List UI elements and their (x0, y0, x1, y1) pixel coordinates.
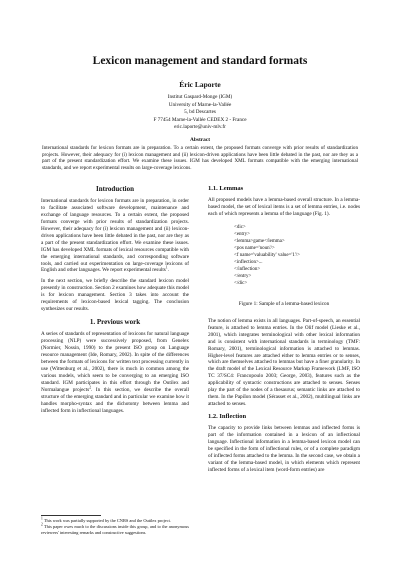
affiliation-line: 5, bd Descartes (184, 109, 216, 116)
section-heading-lemmas: 1.1. Lemmas (208, 185, 244, 192)
footnote-number: 1 (41, 516, 43, 521)
section-heading-inflection: 1.2. Inflection (208, 413, 247, 421)
footnote-number: 2 (41, 522, 43, 527)
code-line: <dic> (234, 224, 246, 230)
affiliation-block (0, 94, 400, 132)
intro-paragraph-1-end: . (167, 267, 169, 274)
intro-paragraph-1-text: International standards for lexicon formats are in preparation, in order to facilitate associated software development, maintenance and exchange of language resources. To a certain extent, the proposed formats converge with prior results of standardization projects. However, their adequacy for (i) lexicon management and (ii) lexicon-driven applications have been little debated in the past, nor are they as a part of the present standardization effort. We examine these issues. IGM has developed XML formats of lexical resources compatible with the emerging international standards, and corresponding software tools, and carried out experimentation on large-coverage lexicons of English and other languages. We report experimental results (41, 197, 189, 274)
intro-paragraph-1 (41, 198, 189, 274)
intro-paragraph-2: In the next section, we briefly describe the standard lexicon model presently in construction. Section 2 examines how adequate this model is for lexicon management. Section 3 takes into account the requirements of lexicon-based lexical tagging. The conclusion synthesizes our results. (41, 278, 189, 313)
code-line: <pos name='noun'/> (234, 245, 275, 251)
affiliation-line: F 77454 Marne-la-Vallée CEDEX 2 - France (153, 116, 247, 123)
code-line: <lemma>game</lemma> (234, 238, 285, 244)
abstract-text: International standards for lexicon formats are in preparation. To a certain extent, the proposed formats converge with prior results of standardization projects. However, their adequacy for (i) lexicon management and (ii) lexicon-driven applications have been little debated in the past, nor are they as a part of the present standardization effort. We examine these issues. IGM has developed XML formats compatible with the emerging international standards, and we report experimental results on large-coverage lexicons. (42, 145, 358, 172)
previous-work-text-end: . In this section, we describe the overall structure of the emerging standard and in particular we examine how it handles morpho-syntax and the dichotomy between lemma and inflected form in inflectional languages. (41, 386, 189, 414)
previous-work-paragraph (41, 331, 189, 414)
author-email: eric.laporte@univ-mlv.fr (174, 124, 226, 131)
section-heading-introduction: Introduction (96, 185, 134, 193)
code-line: </dic> (234, 280, 248, 286)
author-name: Éric Laporte (179, 80, 221, 89)
code-line: <inflection>... (234, 259, 263, 265)
footnote-text: This work was partially supported by the CNRS and the Outilex project. (43, 518, 171, 523)
section-heading-previous-work: 1. Previous work (89, 318, 141, 327)
code-line: </inflection> (234, 266, 261, 272)
right-column (208, 186, 360, 478)
footnotes (41, 518, 189, 535)
paper-title: Lexicon management and standard formats (92, 55, 308, 67)
code-line: </entry> (234, 273, 252, 279)
lemmas-paragraph-1: All proposed models have a lemma-based overall structure. In a lemma-based model, the set of lexical items is a set of lemma entries, i.e. nodes each of which represents a lemma of the language (Fig. 1). (208, 196, 360, 217)
figure-caption: Figure 1: Sample of a lemma-based lexicon (238, 300, 330, 307)
code-line: <f name='valuability' value='1'/> (234, 252, 300, 258)
footnote-marker: 1 (165, 265, 168, 270)
footnote-divider (41, 515, 101, 516)
code-line: <entry> (234, 231, 250, 237)
inflection-paragraph: The capacity to provide links between lemmas and inflected forms is part of the information contained in a lexicon of an inflectional language. Inflectional information in a lemma-based lexicon model can be specified in the form of inflectional rules, or of a complete paradigm of inflected forms attached to the lemma. In the second case, we obtain a variant of the lemma-based model, in which elements which represent inflected forms of a lexical item (word-form entries) are (208, 425, 360, 473)
previous-work-text: A series of standards of representation of lexicons for natural language processing (NLP) were successively proposed, from Genelex (Normier, Nossin, 1990) to the present ISO group on Language resource management (Ide, Romary, 2002). In spite of the differences between the formats of lexicons for written text processing currently in use (Wittenburg et al., 2002), there is much in common among the various models, which seem to be converging to an emerging ISO standard. IGM participates in this effort through the Outilex and Normalangue projects (41, 331, 189, 393)
footnote (41, 524, 189, 536)
xml-code-sample (234, 224, 360, 287)
lemmas-paragraph-2: The notion of lemma exists in all languages. Part-of-speech, an essential feature, is attached to lemma entries. In the Olif model (Lieske et al., 2001), which integrates terminological with other lexical information and is consistent with international standards in terminology (TMF: Romary, 2001), terminological information is attached to lemmas. Higher-level features are attached either to lemma entries or to senses, which are themselves attached to lemmas but have a finer granularity. In the draft model of the Lexical Resource Markup Framework (LMF, ISO TC 37/SC4: Francopoulo 2003; George, 2003), features such as the applicability of syntactic constructions are attached to senses. Senses play the part of the nodes of a thesaurus; semantic links are attached to them. In the PapiIon model (Sérasset et al., 2002), multilingual links are attached to senses. (208, 317, 360, 408)
abstract-heading: Abstract (189, 137, 211, 143)
footnote-text: This paper owes much to the discussions inside this group, and to the anonymous reviewers' interesting remarks and constructive suggestions. (41, 523, 189, 535)
affiliation-line: Institut Gaspard-Monge (IGM) (167, 94, 233, 100)
left-column (41, 186, 189, 419)
affiliation-line: University of Marne-la-Vallée (168, 101, 232, 108)
footnote-marker: 2 (89, 385, 91, 390)
